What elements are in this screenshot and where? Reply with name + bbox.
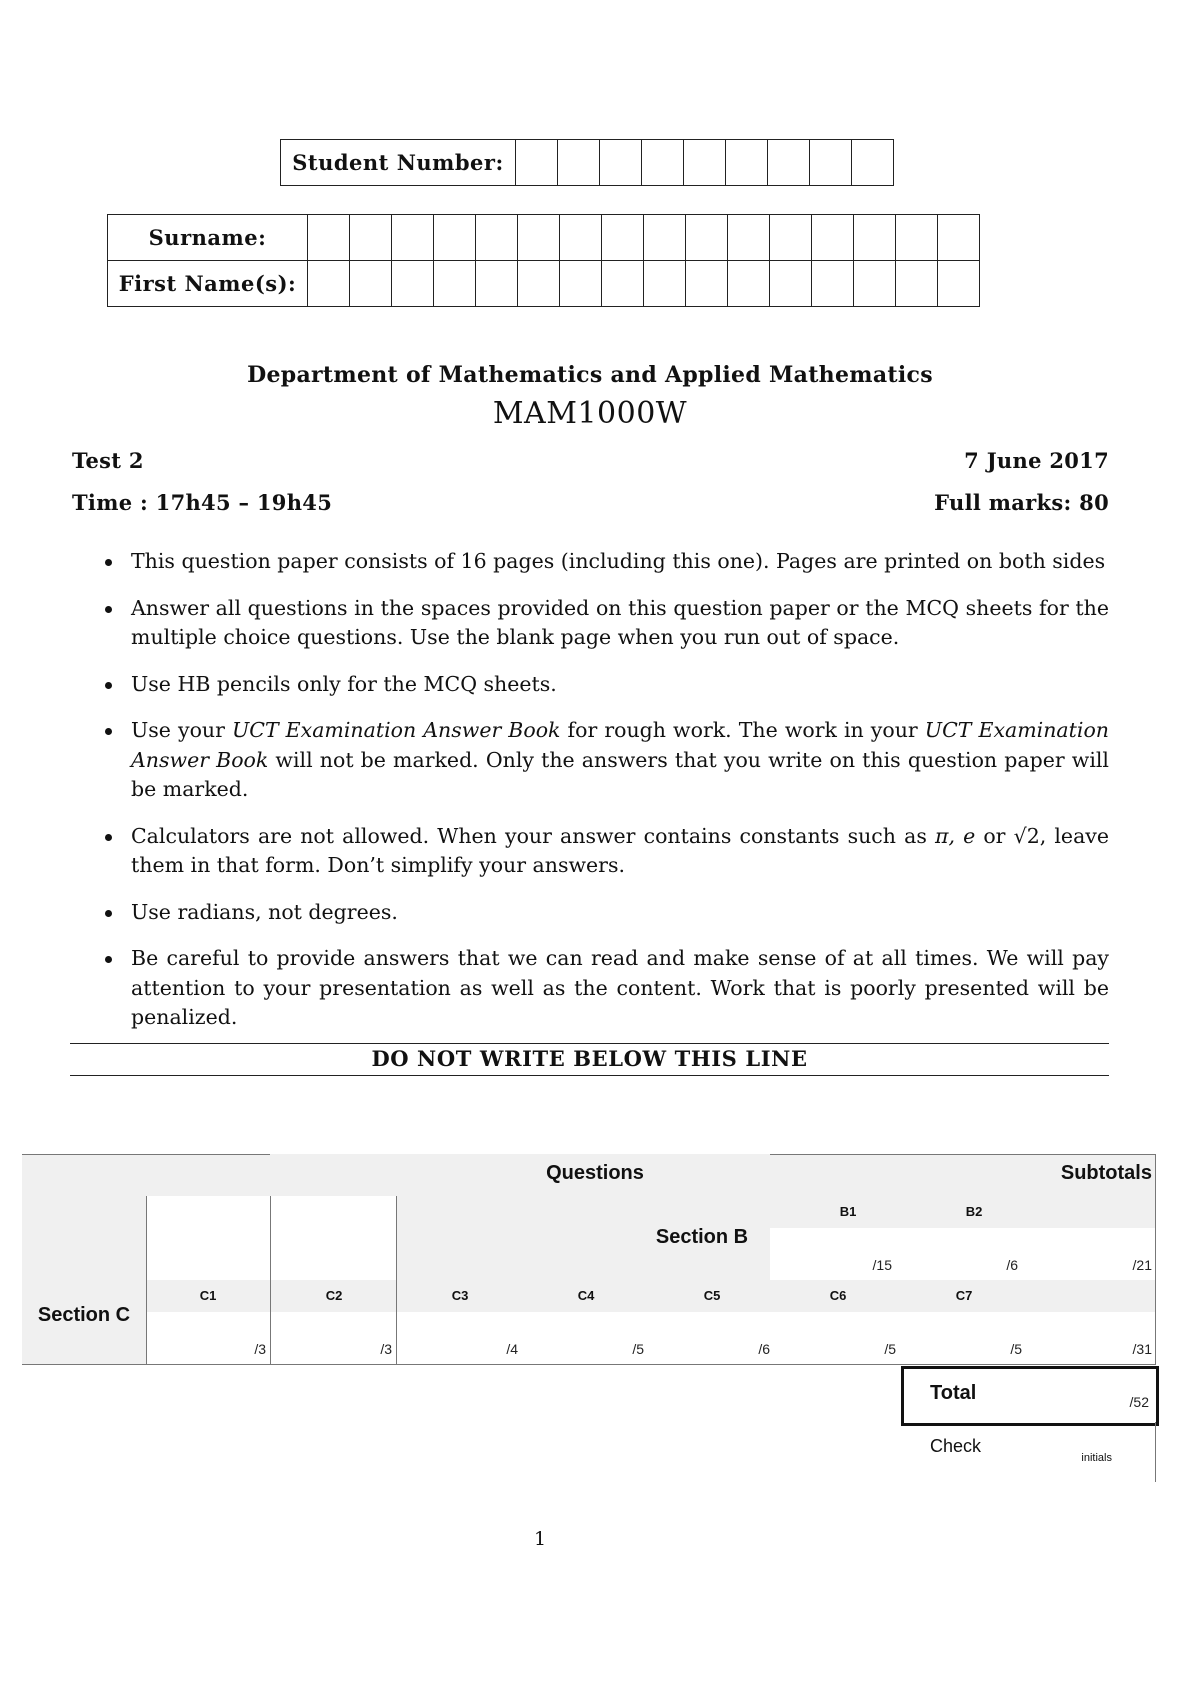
c2-max: /3 bbox=[380, 1341, 392, 1357]
surname-label: Surname: bbox=[108, 215, 308, 261]
bullet-icon bbox=[105, 910, 112, 917]
check-initials-cell[interactable] bbox=[1032, 1422, 1154, 1482]
instruction-item bbox=[96, 944, 1109, 1033]
questions-header: Questions bbox=[546, 1162, 644, 1184]
question-b2-label: B2 bbox=[965, 1204, 983, 1219]
first-names-box[interactable] bbox=[392, 261, 434, 307]
question-c6-label: C6 bbox=[829, 1288, 847, 1303]
instruction-text: Use HB pencils only for the MCQ sheets. bbox=[131, 671, 557, 696]
full-marks: Full marks: 80 bbox=[934, 490, 1109, 515]
instruction-text: will not be marked. Only the answers that you write on this question paper will be marked. bbox=[131, 747, 1109, 801]
instruction-item bbox=[96, 670, 1109, 700]
check-label: Check bbox=[930, 1436, 982, 1456]
instructions-list bbox=[96, 547, 1109, 1050]
surname-box[interactable] bbox=[728, 215, 770, 261]
bullet-icon bbox=[105, 682, 112, 689]
student-number-box[interactable] bbox=[558, 140, 600, 186]
instruction-text: Answer all questions in the spaces provided on this question paper or the MCQ sheets for the multiple choice questions. Use the blank page when you run out of space. bbox=[131, 595, 1109, 649]
surname-box[interactable] bbox=[686, 215, 728, 261]
question-c3-label: C3 bbox=[451, 1288, 469, 1303]
section-b-label: Section B bbox=[655, 1226, 749, 1248]
b2-max: /6 bbox=[1006, 1257, 1018, 1273]
c3-max: /4 bbox=[506, 1341, 518, 1357]
instruction-text: Use your bbox=[131, 718, 232, 742]
test-label: Test 2 bbox=[72, 448, 144, 473]
surname-box[interactable] bbox=[392, 215, 434, 261]
student-number-box[interactable] bbox=[768, 140, 810, 186]
section-c-subtotal-max: /31 bbox=[1132, 1341, 1152, 1357]
bullet-icon bbox=[105, 728, 112, 735]
divider-bottom bbox=[70, 1075, 1109, 1076]
student-number-box[interactable] bbox=[516, 140, 558, 186]
instruction-item bbox=[96, 594, 1109, 653]
student-number-box[interactable] bbox=[642, 140, 684, 186]
surname-box[interactable] bbox=[644, 215, 686, 261]
student-number-boxes bbox=[280, 139, 894, 186]
instruction-text: for rough work. The work in your bbox=[560, 718, 925, 742]
first-names-box[interactable] bbox=[644, 261, 686, 307]
first-names-box[interactable] bbox=[812, 261, 854, 307]
question-c7-label: C7 bbox=[955, 1288, 973, 1303]
total-max: /52 bbox=[1129, 1394, 1149, 1410]
student-number-box[interactable] bbox=[810, 140, 852, 186]
first-names-box[interactable] bbox=[350, 261, 392, 307]
do-not-write-banner: DO NOT WRITE BELOW THIS LINE bbox=[371, 1046, 808, 1071]
surname-box[interactable] bbox=[518, 215, 560, 261]
grid-line bbox=[396, 1196, 397, 1364]
instruction-item bbox=[96, 898, 1109, 928]
surname-box[interactable] bbox=[602, 215, 644, 261]
first-names-row bbox=[108, 261, 980, 307]
grid-line bbox=[770, 1154, 1156, 1155]
first-names-box[interactable] bbox=[854, 261, 896, 307]
instruction-text: Calculators are not allowed. When your answer contains constants such as bbox=[131, 823, 935, 848]
c4-max: /5 bbox=[632, 1341, 644, 1357]
first-names-box[interactable] bbox=[686, 261, 728, 307]
grid-line bbox=[146, 1196, 147, 1364]
bullet-icon bbox=[105, 559, 112, 566]
first-names-box[interactable] bbox=[476, 261, 518, 307]
section-c-label: Section C bbox=[37, 1304, 131, 1326]
surname-box[interactable] bbox=[434, 215, 476, 261]
student-number-box[interactable] bbox=[600, 140, 642, 186]
instruction-text: Be careful to provide answers that we can read and make sense of at all times. We will pay attention to your presentation as well as the content. Work that is poorly presented will be penalized. bbox=[131, 946, 1109, 1029]
question-c2-label: C2 bbox=[325, 1288, 343, 1303]
instruction-text: This question paper consists of 16 pages (including this one). Pages are printed on both sides bbox=[131, 549, 1106, 573]
subtotals-header: Subtotals bbox=[1060, 1162, 1152, 1184]
row-label-bg bbox=[22, 1196, 146, 1280]
grid-line bbox=[22, 1364, 1156, 1365]
c1-max: /3 bbox=[254, 1341, 266, 1357]
grid-line bbox=[1155, 1154, 1156, 1364]
instruction-text: or bbox=[975, 823, 1014, 848]
section-b-subtotal-max: /21 bbox=[1132, 1257, 1152, 1273]
first-names-box[interactable] bbox=[518, 261, 560, 307]
instruction-item bbox=[96, 822, 1109, 881]
student-number-box[interactable] bbox=[726, 140, 768, 186]
grid-line bbox=[270, 1196, 271, 1364]
first-names-box[interactable] bbox=[896, 261, 938, 307]
surname-box[interactable] bbox=[308, 215, 350, 261]
bullet-icon bbox=[105, 606, 112, 613]
math-sqrt2: √2 bbox=[1013, 823, 1040, 848]
course-code: MAM1000W bbox=[492, 396, 688, 431]
surname-box[interactable] bbox=[854, 215, 896, 261]
total-label: Total bbox=[930, 1382, 977, 1404]
student-number-box[interactable] bbox=[684, 140, 726, 186]
instruction-item bbox=[96, 716, 1109, 805]
divider-top bbox=[70, 1043, 1109, 1044]
c7-max: /5 bbox=[1010, 1341, 1022, 1357]
surname-box[interactable] bbox=[896, 215, 938, 261]
first-names-box[interactable] bbox=[308, 261, 350, 307]
surname-box[interactable] bbox=[770, 215, 812, 261]
book-name: UCT Examination Answer Book bbox=[231, 718, 561, 742]
question-c4-label: C4 bbox=[577, 1288, 595, 1303]
check-box-border bbox=[1155, 1422, 1156, 1482]
initials-label: initials bbox=[1081, 1452, 1112, 1464]
bullet-icon bbox=[105, 834, 112, 841]
marks-table bbox=[22, 1154, 1156, 1484]
student-number-box[interactable] bbox=[852, 140, 894, 186]
bullet-icon bbox=[105, 956, 112, 963]
department-title: Department of Mathematics and Applied Mathematics bbox=[247, 362, 933, 388]
surname-box[interactable] bbox=[350, 215, 392, 261]
math-constants: π, e bbox=[934, 823, 976, 848]
question-b1-label: B1 bbox=[839, 1204, 857, 1219]
first-names-label: First Name(s): bbox=[108, 261, 308, 307]
first-names-box[interactable] bbox=[938, 261, 980, 307]
name-boxes bbox=[107, 214, 980, 307]
student-number-label: Student Number: bbox=[281, 140, 516, 186]
b1-max: /15 bbox=[872, 1257, 892, 1273]
surname-box[interactable] bbox=[812, 215, 854, 261]
question-c1-label: C1 bbox=[199, 1288, 217, 1303]
surname-box[interactable] bbox=[560, 215, 602, 261]
c5-max: /6 bbox=[758, 1341, 770, 1357]
first-names-box[interactable] bbox=[434, 261, 476, 307]
first-names-box[interactable] bbox=[770, 261, 812, 307]
instruction-item bbox=[96, 547, 1109, 577]
page-number: 1 bbox=[533, 1528, 547, 1550]
first-names-box[interactable] bbox=[728, 261, 770, 307]
grid-line bbox=[22, 1154, 270, 1155]
question-c5-label: C5 bbox=[703, 1288, 721, 1303]
surname-box[interactable] bbox=[476, 215, 518, 261]
first-names-box[interactable] bbox=[560, 261, 602, 307]
test-date: 7 June 2017 bbox=[964, 448, 1109, 473]
surname-box[interactable] bbox=[938, 215, 980, 261]
c6-max: /5 bbox=[884, 1341, 896, 1357]
instruction-text: Use radians, not degrees. bbox=[131, 899, 398, 924]
surname-row bbox=[108, 215, 980, 261]
book-name: UCT Examination Answer Book bbox=[131, 718, 1109, 772]
test-time: Time : 17h45 – 19h45 bbox=[72, 490, 333, 515]
first-names-box[interactable] bbox=[602, 261, 644, 307]
instruction-text: , leave them in that form. Don’t simplify your answers. bbox=[131, 823, 1109, 877]
section-c-names-bg bbox=[146, 1280, 1156, 1312]
